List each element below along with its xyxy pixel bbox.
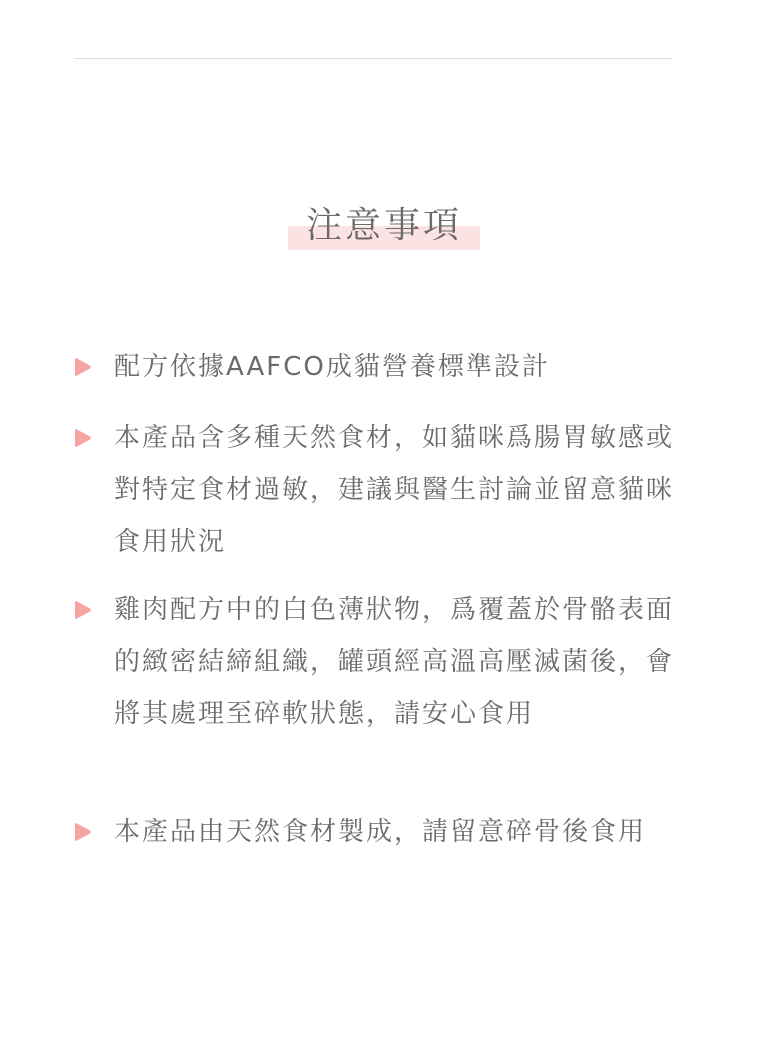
note-text: 本產品由天然食材製成，請留意碎骨後食用: [114, 817, 647, 847]
triangle-bullet-icon: [71, 427, 93, 449]
top-divider: [74, 58, 672, 59]
note-text: 本產品含多種天然食材，如貓咪爲腸胃敏感或對特定食材過敏，建議與醫生討論並留意貓咪食用狀況: [114, 423, 675, 557]
section-title: 注意事項: [288, 200, 480, 252]
note-text: 雞肉配方中的白色薄狀物，爲覆蓋於骨骼表面的緻密結締組織，罐頭經高溫高壓滅菌後，會將其處理至碎軟狀態，請安心食用: [114, 595, 675, 729]
section-title-wrapper: [0, 200, 768, 252]
triangle-bullet-icon: [71, 821, 93, 843]
note-text: 配方依據AAFCO成貓營養標準設計: [114, 352, 550, 382]
triangle-bullet-icon: [71, 356, 93, 378]
triangle-bullet-icon: [71, 599, 93, 621]
